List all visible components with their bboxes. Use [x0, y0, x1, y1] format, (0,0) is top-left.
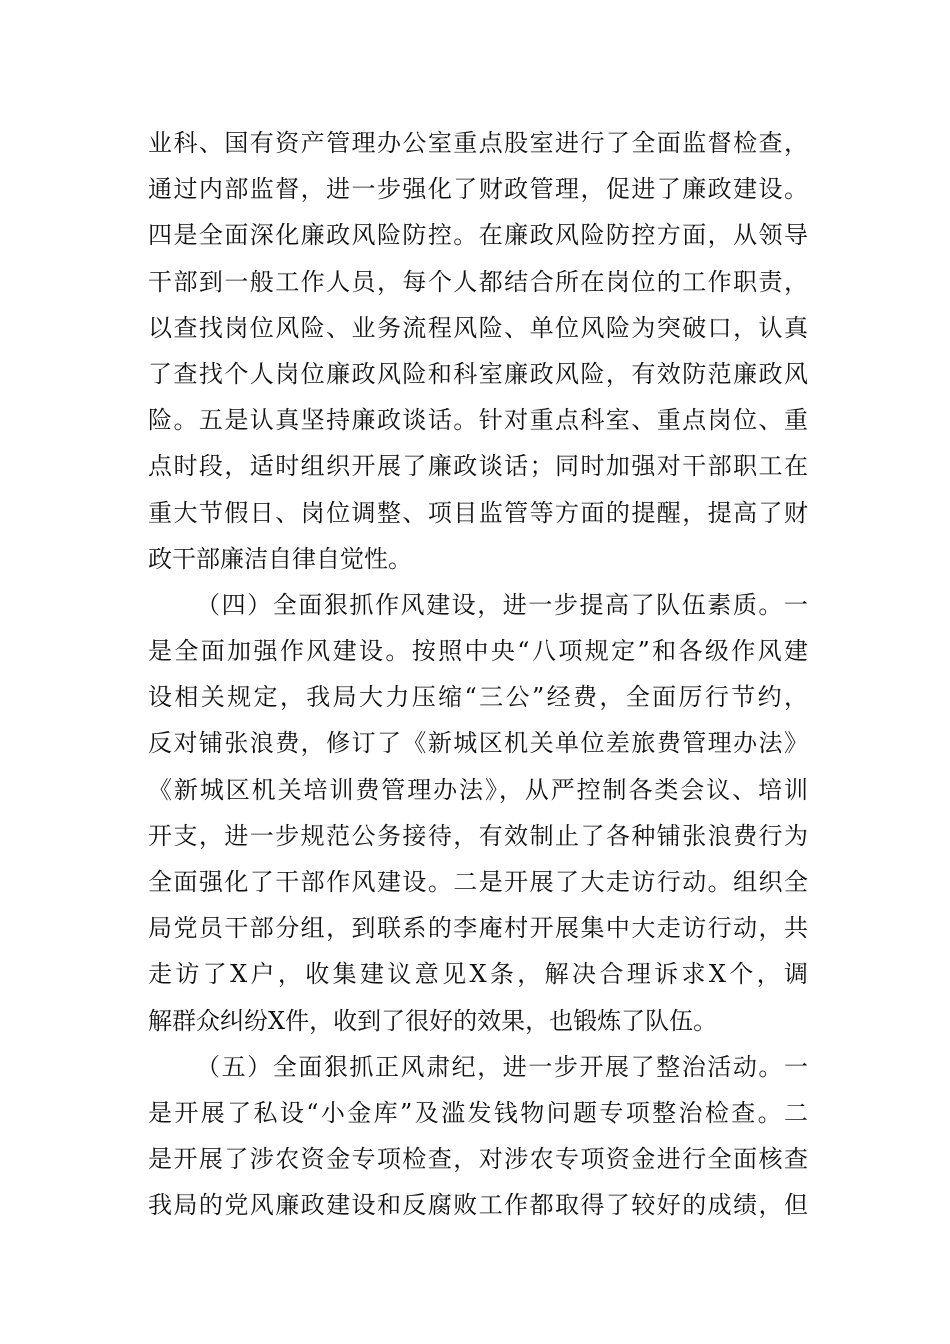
paragraph-line: 四是全面深化廉政风险防控。在廉政风险防控方面，从领导	[148, 221, 808, 250]
paragraph-line: 是全面加强作风建设。按照中央“八项规定”和各级作风建	[148, 637, 808, 666]
paragraph-line: 开支，进一步规范公务接待，有效制止了各种铺张浪费行为	[148, 821, 808, 850]
paragraph-line: 通过内部监督，进一步强化了财政管理，促进了廉政建设。	[148, 175, 808, 204]
paragraph-line: 干部到一般工作人员，每个人都结合所在岗位的工作职责，	[148, 267, 808, 296]
paragraph-line: 是开展了私设“小金库”及滥发钱物问题专项整治检查。二	[148, 1098, 808, 1127]
paragraph-line: 走访了X户，收集建议意见X条，解决合理诉求X个，调	[148, 960, 808, 989]
paragraph-line: 险。五是认真坚持廉政谈话。针对重点科室、重点岗位、重	[148, 406, 808, 435]
paragraph-line: 设相关规定，我局大力压缩“三公”经费，全面厉行节约，	[148, 683, 808, 712]
paragraph-line: 业科、国有资产管理办公室重点股室进行了全面监督检查，	[148, 129, 808, 157]
paragraph-line: 重大节假日、岗位调整、项目监管等方面的提醒，提高了财	[148, 498, 808, 527]
paragraph-line: 我局的党风廉政建设和反腐败工作都取得了较好的成绩，但	[148, 1191, 808, 1220]
paragraph-line: 以查找岗位风险、业务流程风险、单位风险为突破口，认真	[148, 313, 808, 342]
paragraph-line: 政干部廉洁自律自觉性。	[148, 544, 412, 573]
paragraph-line: 《新城区机关培训费管理办法》，从严控制各类会议、培训	[148, 775, 808, 804]
paragraph-line: 全面强化了干部作风建设。二是开展了大走访行动。组织全	[148, 868, 808, 896]
paragraph-line: 解群众纠纷X件，收到了很好的效果，也锻炼了队伍。	[148, 1006, 718, 1035]
paragraph-line: 点时段，适时组织开展了廉政谈话；同时加强对干部职工在	[148, 452, 808, 481]
paragraph-line: 是开展了涉农资金专项检查，对涉农专项资金进行全面核查	[148, 1145, 808, 1174]
document-body	[148, 120, 808, 1229]
paragraph-line: 局党员干部分组，到联系的李庵村开展集中大走访行动，共	[148, 914, 808, 943]
paragraph-line: （四）全面狠抓作风建设，进一步提高了队伍素质。一	[196, 590, 808, 619]
paragraph-line: 反对铺张浪费，修订了《新城区机关单位差旅费管理办法》	[148, 729, 808, 758]
paragraph-line: 了查找个人岗位廉政风险和科室廉政风险，有效防范廉政风	[148, 359, 808, 388]
paragraph-line: （五）全面狠抓正风肃纪，进一步开展了整治活动。一	[196, 1052, 808, 1081]
